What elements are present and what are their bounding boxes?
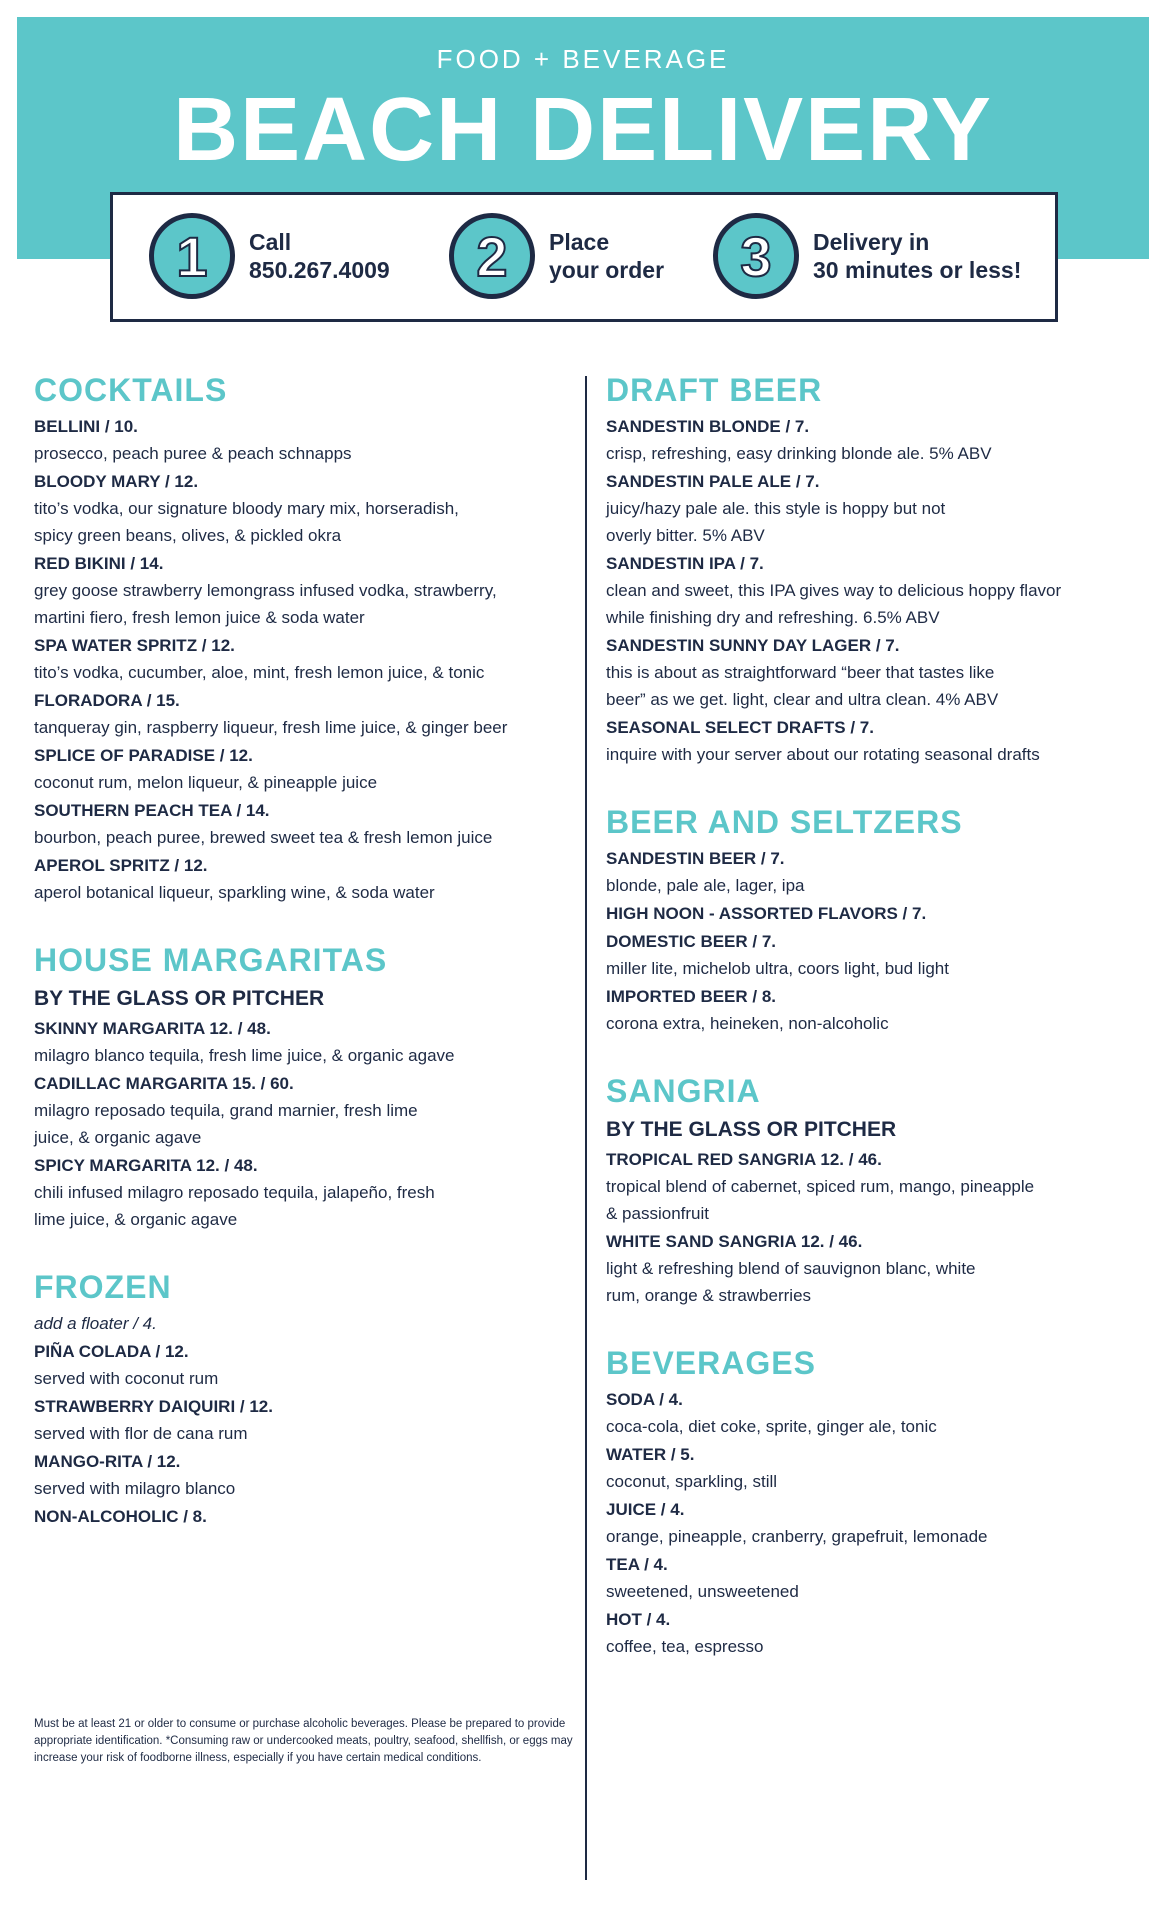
menu-item-name: SANDESTIN BEER / 7. [606, 849, 785, 868]
section-cocktails [34, 370, 574, 906]
menu-item-name: HOT / 4. [606, 1610, 671, 1629]
menu-item [606, 1497, 1146, 1550]
menu-item [34, 469, 574, 549]
menu-item-description: coffee, tea, espresso [606, 1637, 764, 1656]
menu-item [606, 551, 1146, 631]
menu-item-description: spicy green beans, olives, & pickled okra [34, 526, 342, 545]
menu-item [606, 1229, 1146, 1309]
step-label: Delivery in [813, 229, 930, 255]
menu-item-description: corona extra, heineken, non-alcoholic [606, 1014, 889, 1033]
menu-item-description: sweetened, unsweetened [606, 1582, 799, 1601]
section-title: DRAFT BEER [606, 372, 823, 408]
menu-item-description: rum, orange & strawberries [606, 1286, 812, 1305]
step-label: Call [249, 229, 292, 255]
menu-item [606, 929, 1146, 982]
menu-item-name: WHITE SAND SANGRIA 12. / 46. [606, 1232, 863, 1251]
section-subtitle: BY THE GLASS OR PITCHER [34, 987, 325, 1010]
menu-item-name: BLOODY MARY / 12. [34, 472, 199, 491]
menu-item-name: DOMESTIC BEER / 7. [606, 932, 777, 951]
step-number-badge: 2 [449, 213, 535, 299]
menu-item-name: SANDESTIN SUNNY DAY LAGER / 7. [606, 636, 900, 655]
column-divider [585, 376, 587, 1880]
menu-item-description: juice, & organic agave [34, 1128, 202, 1147]
delivery-steps-box [110, 192, 1058, 322]
menu-item-name: SANDESTIN BLONDE / 7. [606, 417, 810, 436]
menu-item-description: crisp, refreshing, easy drinking blonde ale. 5% ABV [606, 444, 992, 463]
menu-item-description: juicy/hazy pale ale. this style is hoppy but not [606, 499, 946, 518]
menu-item-name: SPICY MARGARITA 12. / 48. [34, 1156, 258, 1175]
menu-item-name: WATER / 5. [606, 1445, 695, 1464]
section-title: FROZEN [34, 1269, 172, 1305]
menu-item [606, 1147, 1146, 1227]
menu-item-name: NON-ALCOHOLIC / 8. [34, 1507, 207, 1526]
menu-item [606, 984, 1146, 1037]
menu-item-description: overly bitter. 5% ABV [606, 526, 765, 545]
step-label: your order [549, 257, 665, 283]
menu-item [34, 551, 574, 631]
step-order [449, 213, 664, 299]
menu-item-description: served with coconut rum [34, 1369, 219, 1388]
menu-item-description: light & refreshing blend of sauvignon blanc, white [606, 1259, 976, 1278]
menu-item [34, 1339, 574, 1392]
menu-item-name: SODA / 4. [606, 1390, 683, 1409]
menu-item-description: martini fiero, fresh lemon juice & soda water [34, 608, 365, 627]
menu-item [34, 1071, 574, 1151]
menu-item-description: bourbon, peach puree, brewed sweet tea & fresh lemon juice [34, 828, 493, 847]
section-beer-and-seltzers [606, 802, 1146, 1037]
menu-item [34, 1394, 574, 1447]
phone-number[interactable]: 850.267.4009 [249, 257, 390, 283]
menu-item-name: TEA / 4. [606, 1555, 668, 1574]
step-label: Place [549, 229, 610, 255]
menu-item-name: PIÑA COLADA / 12. [34, 1342, 189, 1361]
menu-item [606, 469, 1146, 549]
section-frozen [34, 1267, 574, 1530]
menu-item-name: BELLINI / 10. [34, 417, 138, 436]
menu-item-description: aperol botanical liqueur, sparkling wine, & soda water [34, 883, 435, 902]
menu-item [606, 846, 1146, 899]
right-column [606, 370, 1146, 1694]
menu-item-description: while finishing dry and refreshing. 6.5% ABV [606, 608, 940, 627]
menu-item-description: tito’s vodka, our signature bloody mary mix, horseradish, [34, 499, 459, 518]
menu-item-description: miller lite, michelob ultra, coors light, bud light [606, 959, 949, 978]
page-title: BEACH DELIVERY [173, 80, 993, 180]
menu-item-description: clean and sweet, this IPA gives way to delicious hoppy flavor [606, 581, 1062, 600]
menu-item-description: inquire with your server about our rotating seasonal drafts [606, 745, 1040, 764]
menu-item-description: tanqueray gin, raspberry liqueur, fresh lime juice, & ginger beer [34, 718, 508, 737]
menu-item-description: lime juice, & organic agave [34, 1210, 238, 1229]
section-title: SANGRIA [606, 1073, 761, 1109]
section-draft-beer [606, 370, 1146, 768]
menu-item-name: RED BIKINI / 14. [34, 554, 164, 573]
section-beverages [606, 1343, 1146, 1660]
menu-item [34, 1504, 574, 1530]
menu-item-description: tito’s vodka, cucumber, aloe, mint, fresh lemon juice, & tonic [34, 663, 485, 682]
menu-item-description: coconut, sparkling, still [606, 1472, 778, 1491]
menu-item [606, 1552, 1146, 1605]
left-column [34, 370, 574, 1564]
menu-item [34, 688, 574, 741]
menu-item-description: this is about as straightforward “beer that tastes like [606, 663, 995, 682]
menu-item-description: grey goose strawberry lemongrass infused vodka, strawberry, [34, 581, 497, 600]
menu-item-description: & passionfruit [606, 1204, 709, 1223]
menu-item-name: SKINNY MARGARITA 12. / 48. [34, 1019, 271, 1038]
menu-item [606, 414, 1146, 467]
menu-item [606, 1387, 1146, 1440]
menu-item-name: MANGO-RITA / 12. [34, 1452, 181, 1471]
section-title: HOUSE MARGARITAS [34, 942, 388, 978]
menu-item-name: SANDESTIN IPA / 7. [606, 554, 764, 573]
legal-disclaimer: Must be at least 21 or older to consume or purchase alcoholic beverages. Please be prepared to provide appropriate identification. *Consuming raw or undercooked meats, poultry, seafood, shellfish, or eggs may increase your risk of foodborne illness, especially if you have certain medical conditions. [34, 1718, 573, 1764]
menu-item-name: APEROL SPRITZ / 12. [34, 856, 208, 875]
menu-item-description: served with flor de cana rum [34, 1424, 248, 1443]
section-title: COCKTAILS [34, 372, 228, 408]
menu-item [34, 1016, 574, 1069]
menu-item [606, 1607, 1146, 1660]
step-label: 30 minutes or less! [813, 257, 1022, 283]
menu-item-name: SPA WATER SPRITZ / 12. [34, 636, 235, 655]
menu-item-name: STRAWBERRY DAIQUIRI / 12. [34, 1397, 273, 1416]
menu-item-description: coconut rum, melon liqueur, & pineapple juice [34, 773, 378, 792]
menu-item-description: blonde, pale ale, lager, ipa [606, 876, 805, 895]
menu-item-description: tropical blend of cabernet, spiced rum, mango, pineapple [606, 1177, 1035, 1196]
menu-item-description: served with milagro blanco [34, 1479, 236, 1498]
menu-item-name: SOUTHERN PEACH TEA / 14. [34, 801, 270, 820]
menu-item [606, 633, 1146, 713]
menu-item [34, 853, 574, 906]
step-call [149, 213, 390, 299]
menu-item-name: SPLICE OF PARADISE / 12. [34, 746, 253, 765]
menu-item-name: CADILLAC MARGARITA 15. / 60. [34, 1074, 294, 1093]
menu-item [606, 715, 1146, 768]
menu-item-name: SEASONAL SELECT DRAFTS / 7. [606, 718, 874, 737]
menu-item-name: IMPORTED BEER / 8. [606, 987, 777, 1006]
menu-item-description: milagro blanco tequila, fresh lime juice, & organic agave [34, 1046, 455, 1065]
menu-item [34, 1153, 574, 1233]
menu-item-description: orange, pineapple, cranberry, grapefruit, lemonade [606, 1527, 988, 1546]
menu-item-name: FLORADORA / 15. [34, 691, 180, 710]
header-eyebrow: FOOD + BEVERAGE [436, 44, 730, 74]
menu-item [606, 901, 1146, 927]
menu-item-name: HIGH NOON - ASSORTED FLAVORS / 7. [606, 904, 927, 923]
step-number-badge: 3 [713, 213, 799, 299]
section-note: add a floater / 4. [34, 1314, 157, 1333]
menu-item-name: SANDESTIN PALE ALE / 7. [606, 472, 820, 491]
menu-item-description: milagro reposado tequila, grand marnier, fresh lime [34, 1101, 418, 1120]
menu-item [34, 1449, 574, 1502]
menu-item-name: TROPICAL RED SANGRIA 12. / 46. [606, 1150, 882, 1169]
section-title: BEER AND SELTZERS [606, 804, 963, 840]
menu-item-description: prosecco, peach puree & peach schnapps [34, 444, 352, 463]
menu-item-description: chili infused milagro reposado tequila, jalapeño, fresh [34, 1183, 435, 1202]
menu-item [34, 798, 574, 851]
menu-item [606, 1442, 1146, 1495]
menu-item [34, 743, 574, 796]
section-subtitle: BY THE GLASS OR PITCHER [606, 1118, 897, 1141]
step-delivery [713, 213, 1021, 299]
menu-item-description: coca-cola, diet coke, sprite, ginger ale, tonic [606, 1417, 937, 1436]
menu-item [34, 633, 574, 686]
section-sangria [606, 1071, 1146, 1309]
step-number-badge: 1 [149, 213, 235, 299]
section-house-margaritas [34, 940, 574, 1233]
menu-item-name: JUICE / 4. [606, 1500, 685, 1519]
menu-item-description: beer” as we get. light, clear and ultra clean. 4% ABV [606, 690, 999, 709]
section-title: BEVERAGES [606, 1345, 816, 1381]
menu-item [34, 414, 574, 467]
